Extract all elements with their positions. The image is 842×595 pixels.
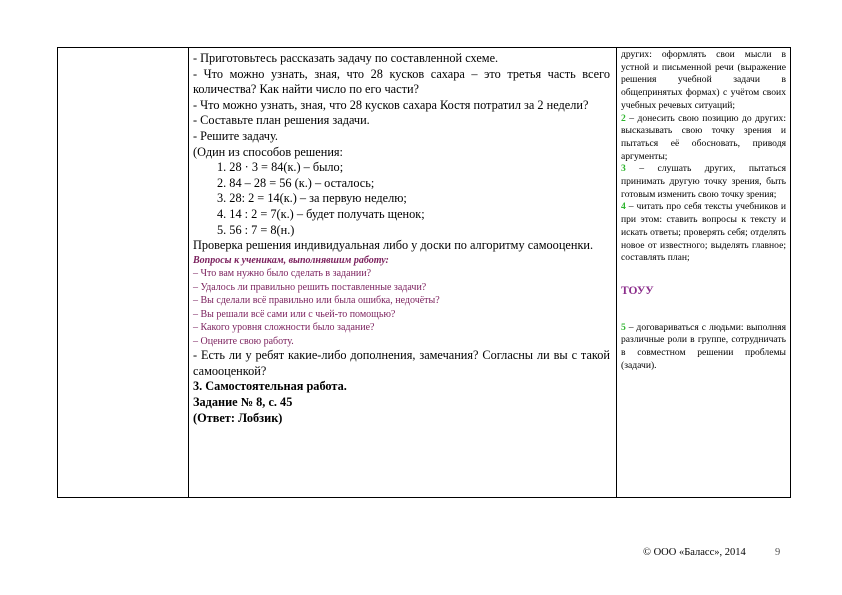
uud-number: 5 (621, 321, 626, 333)
uud-column (617, 48, 790, 497)
question: – Что вам нужно было сделать в задании? (193, 268, 372, 280)
uud-intro: других: оформлять свои мысли в устной и письменной речи (выражение решения учебной задачи в общепринятых формах) с учётом своих учебных речевых ситуаций; (621, 49, 786, 111)
text-line: (Один из способов решения: (193, 144, 343, 159)
solution-step: 3. 28: 2 = 14(к.) – за первую неделю; (217, 191, 407, 206)
uud-text: – читать про себя тексты учебников и при этом: ставить вопросы к тексту и искать ответы; проверять себя; отделять новое от известного; выделять главное; составлять план; (621, 201, 786, 264)
questions-heading: Вопросы к ученикам, выполнявшим работу: (193, 254, 389, 266)
stage-column (58, 48, 189, 497)
text-line: - Приготовьтесь рассказать задачу по составленной схеме. (193, 51, 499, 65)
text-line: - Что можно узнать, зная, что 28 кусков сахара – это третья часть всего количества? Как найти число по его части? (193, 66, 610, 97)
text-line: - Что можно узнать, зная, что 28 кусков сахара Костя потратил за 2 недели? (193, 97, 589, 112)
page-number: 9 (775, 547, 781, 558)
text-line: - Решите задачу. (193, 128, 278, 143)
solution-step: 2. 84 – 28 = 56 (к.) – осталось; (217, 175, 375, 190)
uud-number: 2 (621, 112, 626, 124)
additions-text: - Есть ли у ребят какие-либо дополнения, замечания? Согласны ли вы с такой самооценкой? (193, 348, 610, 378)
lesson-table (57, 47, 791, 498)
question: – Вы сделали всё правильно или была ошибка, недочёты? (193, 295, 440, 307)
question: – Какого уровня сложности было задание? (193, 322, 375, 334)
teacher-activity-column (189, 48, 617, 497)
uud-text: – донесить свою позицию до других: высказывать свою точку зрения и пытаться её обосновать, приводя аргументы; (621, 112, 786, 162)
touu-heading: ТОУУ (621, 284, 654, 297)
question: – Вы решали всё сами или с чьей-то помощью? (193, 308, 396, 320)
text-line: - Составьте план решения задачи. (193, 113, 370, 128)
task-ref: Задание № 8, с. 45 (193, 395, 293, 409)
uud-item (621, 163, 786, 201)
question: – Удалось ли правильно решить поставленные задачи? (193, 281, 427, 293)
solution-step: 4. 14 : 2 = 7(к.) – будет получать щенок; (217, 206, 425, 221)
copyright: © ООО «Баласс», 2014 (643, 547, 746, 558)
uud-number: 4 (621, 201, 626, 213)
check-text: Проверка решения индивидуальная либо у доски по алгоритму самооценки. (193, 238, 594, 253)
uud-item (621, 201, 786, 265)
answer-text: (Ответ: Лобзик) (193, 410, 283, 425)
section-title: 3. Самостоятельная работа. (193, 379, 347, 394)
uud-item (621, 113, 786, 164)
uud-item (621, 322, 786, 373)
solution-step: 5. 56 : 7 = 8(н.) (217, 222, 295, 237)
question: – Оцените свою работу. (193, 335, 294, 347)
uud-text: – слушать других, пытаться принимать другую точку зрения, быть готовым изменить свою точку зрения; (621, 163, 786, 200)
uud-text: – договариваться с людьми: выполняя различные роли в группе, сотрудничать в совместном решении проблемы (задачи). (621, 321, 786, 371)
uud-number: 3 (621, 163, 626, 175)
solution-step: 1. 28 · 3 = 84(к.) – было; (217, 160, 344, 175)
